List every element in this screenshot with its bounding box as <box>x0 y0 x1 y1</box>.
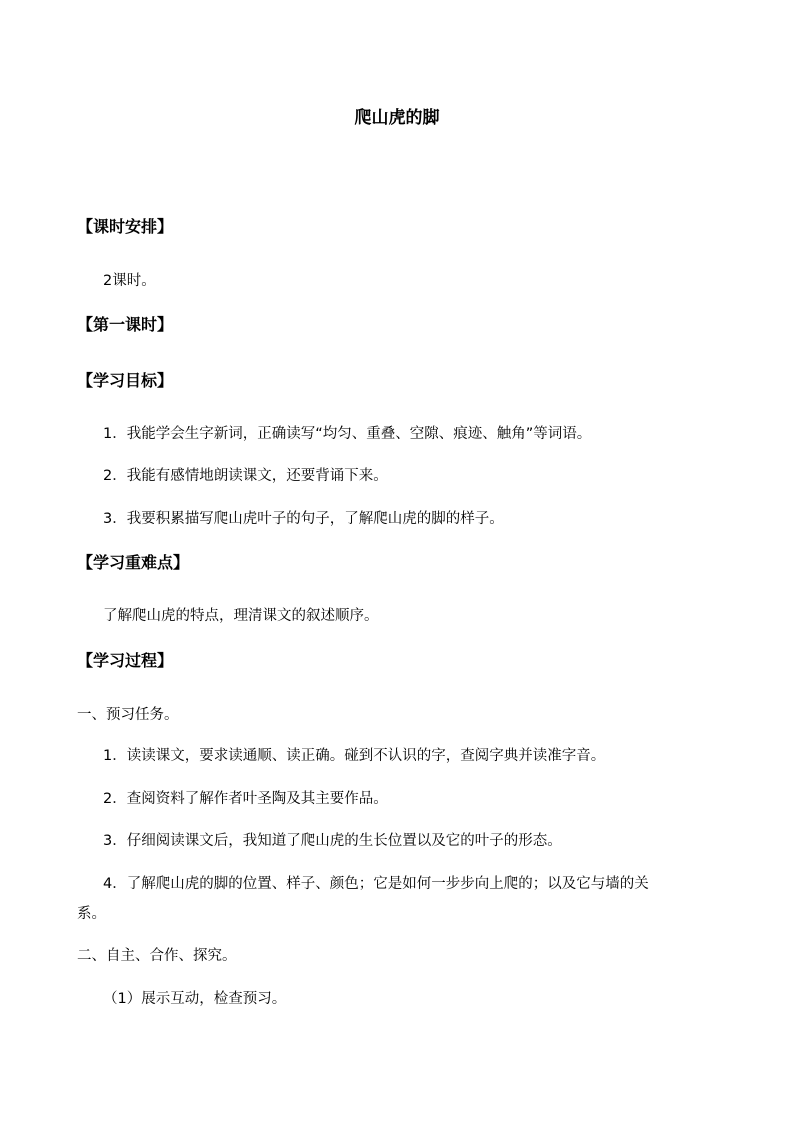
goals-heading: 【学习目标】 <box>77 371 174 390</box>
key-points-heading: 【学习重难点】 <box>77 553 190 572</box>
schedule-heading: 【课时安排】 <box>77 217 174 236</box>
goal-item-1: 1．我能学会生字新词，正确读写“均匀、重叠、空隙、痕迹、触角”等词语。 <box>103 426 592 442</box>
goal-item-3: 3．我要积累描写爬山虎叶子的句子，了解爬山虎的脚的样子。 <box>103 511 504 527</box>
step-1-title: 一、预习任务。 <box>77 707 179 723</box>
task-item-2: 2．查阅资料了解作者叶圣陶及其主要作品。 <box>103 791 388 807</box>
task-item-1: 1．读读课文，要求读通顺、读正确。碰到不认识的字，查阅字典并读准字音。 <box>103 748 606 764</box>
key-points-text: 了解爬山虎的特点，理清课文的叙述顺序。 <box>103 608 379 624</box>
goal-item-2: 2．我能有感情地朗读课文，还要背诵下来。 <box>103 468 388 484</box>
process-heading: 【学习过程】 <box>77 651 174 670</box>
step-2-item-1: （1）展示互动，检查预习。 <box>103 991 287 1007</box>
task-item-3: 3．仔细阅读课文后，我知道了爬山虎的生长位置以及它的叶子的形态。 <box>103 833 562 849</box>
task-item-4-line-2: 系。 <box>77 906 106 922</box>
step-2-title: 二、自主、合作、探究。 <box>77 948 237 964</box>
first-lesson-heading: 【第一课时】 <box>77 315 174 334</box>
document-title: 爬山虎的脚 <box>354 108 440 128</box>
schedule-text: 2课时。 <box>103 273 156 289</box>
task-item-4-line-1: 4．了解爬山虎的脚的位置、样子、颜色；它是如何一步步向上爬的；以及它与墙的关 <box>103 876 649 892</box>
